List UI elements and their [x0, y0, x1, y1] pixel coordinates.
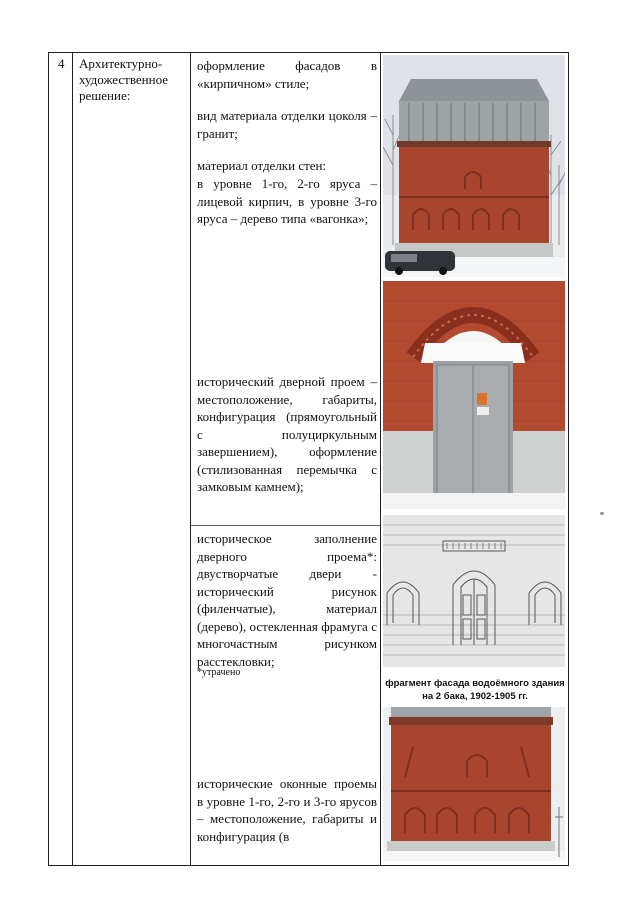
image-cell: [381, 53, 569, 866]
row-title: Архитектурно-художественное решение:: [79, 56, 169, 103]
facade-caption: фрагмент фасада водоёмного здания на 2 бака, 1902-1905 гг.: [385, 678, 565, 702]
scan-artifact: [600, 512, 604, 515]
table-row: [49, 53, 569, 866]
item-door-opening: исторический дверной проем – местоположение, габариты, конфигурация (прямоугольный с полуциркульным завершением), оформление (стилизованная перемычка с замковым камнем);: [197, 374, 377, 494]
monument-table: [48, 52, 569, 866]
row-number-cell: [49, 53, 73, 866]
doorway-photo: [383, 281, 565, 509]
section-divider: [191, 525, 380, 526]
water-tower-photo: [383, 55, 565, 277]
row-number: 4: [58, 56, 65, 71]
row-title-cell: [73, 53, 191, 866]
item-door-filling: историческое заполнение дверного проема*: двустворчатые двери - исторический рисунок (филенчатые), материал (дерево), остекленная фрамуга с многочастным рисунком расстекловки;: [197, 531, 377, 669]
item-footnote: *утрачено: [197, 667, 241, 678]
description-cell: [191, 53, 381, 866]
tower-lower-photo: [383, 707, 565, 861]
item-facade-style: оформление фасадов в «кирпичном» стиле;: [197, 58, 377, 91]
item-wall-material: материал отделки стен:: [197, 158, 327, 173]
item-wall-levels: в уровне 1-го, 2-го яруса – лицевой кирпич, в уровне 3-го яруса – дерево типа «вагонка»;: [197, 176, 377, 226]
item-window-openings: исторические оконные проемы в уровне 1-го, 2-го и 3-го ярусов – местоположение, габариты и конфигурация (в: [197, 776, 377, 844]
facade-drawing: [383, 515, 565, 667]
item-plinth-material: вид материала отделки цоколя –гранит;: [197, 108, 377, 141]
